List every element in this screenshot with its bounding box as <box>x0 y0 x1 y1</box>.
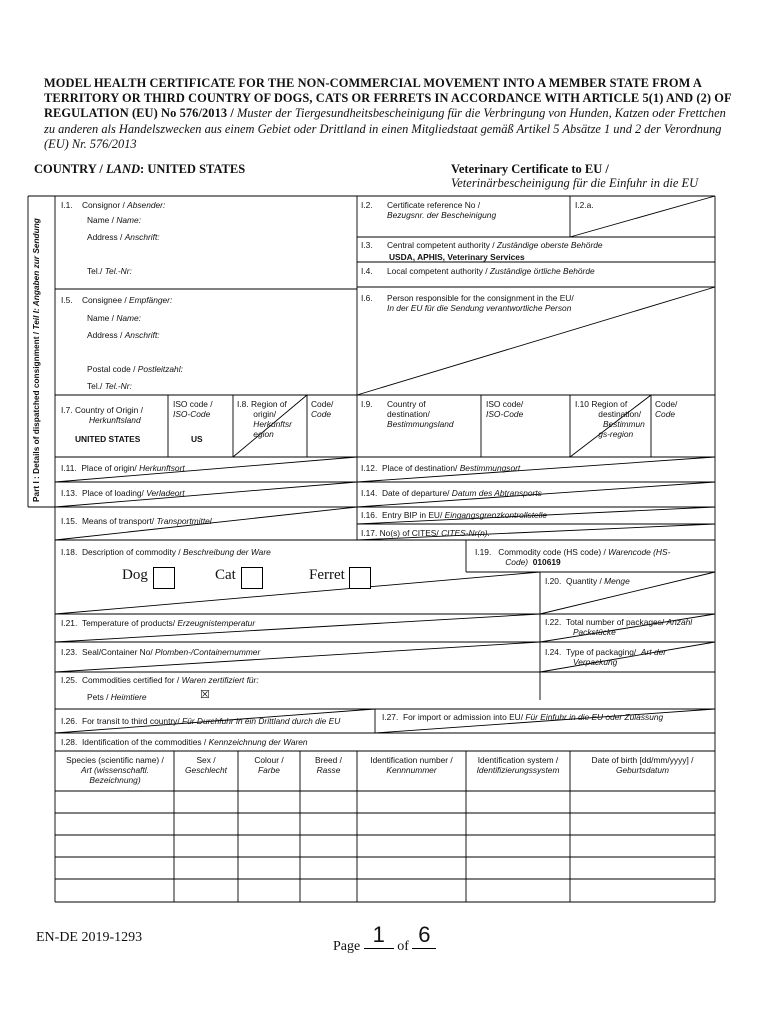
table-header-id-number: Identification number / Kennnummer <box>370 755 453 775</box>
field-i20-quantity[interactable]: I.20. Quantity / Menge <box>545 576 630 586</box>
field-i23-seal[interactable]: I.23. Seal/Container No/ Plomben-/Containernummer <box>61 647 261 657</box>
field-i15-transport[interactable]: I.15. Means of transport/ Transportmittel <box>61 516 212 526</box>
field-i6-number: I.6. <box>361 293 373 303</box>
table-header-dob: Date of birth [dd/mm/yyyy] / Geburtsdatum <box>591 755 694 775</box>
vet-cert-heading: Veterinary Certificate to EU / Veterinärbescheinigung für die Einfuhr in die EU <box>451 162 699 190</box>
country-origin-value: UNITED STATES <box>75 434 141 444</box>
table-header-breed: Breed / Rasse <box>314 755 342 775</box>
field-i5-tel[interactable]: Tel./ Tel.-Nr: <box>87 381 132 391</box>
pets-checkbox[interactable]: ☒ <box>200 689 210 701</box>
table-header-colour: Colour / Farbe <box>254 755 284 775</box>
field-i3-central-authority[interactable]: Central competent authority / Zuständige oberste Behörde <box>387 240 603 250</box>
field-i11-place-origin[interactable]: I.11. Place of origin/ Herkunftsort <box>61 463 185 473</box>
field-i12-place-destination[interactable]: I.12. Place of destination/ Bestimmungsort <box>361 463 521 473</box>
field-i17-cites[interactable]: I.17. No(s) of CITES/ CITES-Nr(n). <box>361 528 490 538</box>
field-i22-packages[interactable]: I.22. Total number of packages/ Anzahl Packstücke <box>545 617 693 637</box>
country-value: : UNITED STATES <box>140 162 246 176</box>
page-number: 1 <box>364 922 394 949</box>
table-header-id-system: Identification system / Identifizierungssystem <box>476 755 560 775</box>
field-i5-address[interactable]: Address / Anschrift: <box>87 330 160 340</box>
commodity-cat-checkbox[interactable] <box>241 567 263 589</box>
table-header-sex: Sex / Geschlecht <box>185 755 227 775</box>
iso-code-value: US <box>191 434 203 444</box>
field-i28-identification: I.28. Identification of the commodities / Kennzeichnung der Waren <box>61 737 308 747</box>
field-i1-name[interactable]: Name / Name: <box>87 215 141 225</box>
field-i27-import[interactable]: I.27. For import or admission into EU/ Für Einfuhr in die EU oder Zulassung <box>382 712 664 722</box>
commodity-dog-checkbox[interactable] <box>153 567 175 589</box>
field-i19-commodity-code[interactable]: I.19. Commodity code (HS code) / Warencode (HS- Code) 010619 <box>475 547 671 567</box>
field-i7-country-origin[interactable]: I.7. Country of Origin / Herkunftsland <box>61 405 143 425</box>
page-total: 6 <box>412 922 436 949</box>
commodity-ferret-label: Ferret <box>309 567 345 583</box>
table-header-species: Species (scientific name) / Art (wissenschaftl. Bezeichnung) <box>66 755 164 785</box>
field-i25-pets: Pets / Heimtiere <box>87 692 147 702</box>
commodity-code-value: 010619 <box>532 557 561 567</box>
field-i8-region-origin[interactable]: I.8. Region of origin/ Herkunftsr egion <box>237 399 292 439</box>
commodity-cat-label: Cat <box>215 567 236 583</box>
field-i4-number: I.4. <box>361 266 373 276</box>
part-one-sidebar-label: Part I : Details of dispatched consignment / Teil I: Angaben zur Sendung <box>31 218 41 502</box>
field-i18-description[interactable]: I.18. Description of commodity / Beschreibung der Ware <box>61 547 271 557</box>
title-german: Muster der Tiergesundheitsbescheinigung für die Verbringung von Hunden, Katzen oder Frettchen zu anderen als Handelszwecken aus einem Gebiet oder Drittland in einen Mitgliedstaat gemäß Artikel 5 Absätze 1 und 2 der Verordnung (EU) Nr. 576/2013 <box>44 106 726 151</box>
document-code: EN-DE 2019-1293 <box>36 930 143 945</box>
commodity-ferret-checkbox[interactable] <box>349 567 371 589</box>
field-i14-date-departure[interactable]: I.14. Date of departure/ Datum des Abtransports <box>361 488 542 498</box>
field-i5-name[interactable]: Name / Name: <box>87 313 141 323</box>
field-i2a: I.2.a. <box>575 200 594 210</box>
field-i9-country-destination[interactable]: Country of destination/ Bestimmungsland <box>387 399 454 429</box>
field-i16-entry-bip[interactable]: I.16. Entry BIP in EU/ Eingangsgrenzkontrollstelle <box>361 510 548 520</box>
page-indicator: Page 1 of 6 <box>333 922 436 949</box>
field-i7-iso-code[interactable]: ISO code / ISO-Code <box>173 399 213 419</box>
field-i1-tel[interactable]: Tel./ Tel.-Nr: <box>87 266 132 276</box>
field-i21-temperature[interactable]: I.21. Temperature of products/ Erzeugnistemperatur <box>61 618 256 628</box>
field-i3-number: I.3. <box>361 240 373 250</box>
field-i10-code[interactable]: Code/ Code <box>655 399 678 419</box>
field-i4-local-authority[interactable]: Local competent authority / Zuständige örtliche Behörde <box>387 266 595 276</box>
field-i9-number: I.9. <box>361 399 373 409</box>
field-i24-packaging[interactable]: I.24. Type of packaging/ Art der Verpackung <box>545 647 667 667</box>
field-i13-place-loading[interactable]: I.13. Place of loading/ Verladeort <box>61 488 185 498</box>
field-i25-certified-for: I.25. Commodities certified for / Waren zertifiziert für: <box>61 675 259 685</box>
field-i10-region-destination[interactable]: I.10 Region of destination/ Bestimmun gs-region <box>575 399 645 439</box>
title-english: MODEL HEALTH CERTIFICATE FOR THE NON-COMMERCIAL MOVEMENT INTO A MEMBER STATE FROM A TERRITORY OR THIRD COUNTRY OF DOGS, CATS OR FERRETS IN ACCORDANCE WITH ARTICLE 5(1) AND (2) OF REGULATION (EU) No 576/2013 / <box>44 76 732 121</box>
field-i5-consignee[interactable]: I.5. Consignee / Empfänger: <box>61 295 173 305</box>
central-authority-value: USDA, APHIS, Veterinary Services <box>389 252 525 262</box>
field-i26-transit[interactable]: I.26. For transit to third country/ Für Durchfuhr in ein Drittland durch die EU <box>61 716 341 726</box>
field-i1-address[interactable]: Address / Anschrift: <box>87 232 160 242</box>
field-i9-iso-code[interactable]: ISO code/ ISO-Code <box>486 399 524 419</box>
field-i6-responsible-person[interactable]: Person responsible for the consignment in the EU/ In der EU für die Sendung verantwortliche Person <box>387 293 574 313</box>
field-i5-postal[interactable]: Postal code / Postleitzahl: <box>87 364 183 374</box>
field-i1-consignor[interactable]: I.1. Consignor / Absender: <box>61 200 166 210</box>
field-i8-code[interactable]: Code/ Code <box>311 399 334 419</box>
field-i2-number: I.2. <box>361 200 373 210</box>
commodity-dog-label: Dog <box>122 567 148 583</box>
country-line: COUNTRY / LAND: UNITED STATES <box>34 162 246 176</box>
field-i2-reference[interactable]: Certificate reference No / Bezugsnr. der Bescheinigung <box>387 200 497 220</box>
